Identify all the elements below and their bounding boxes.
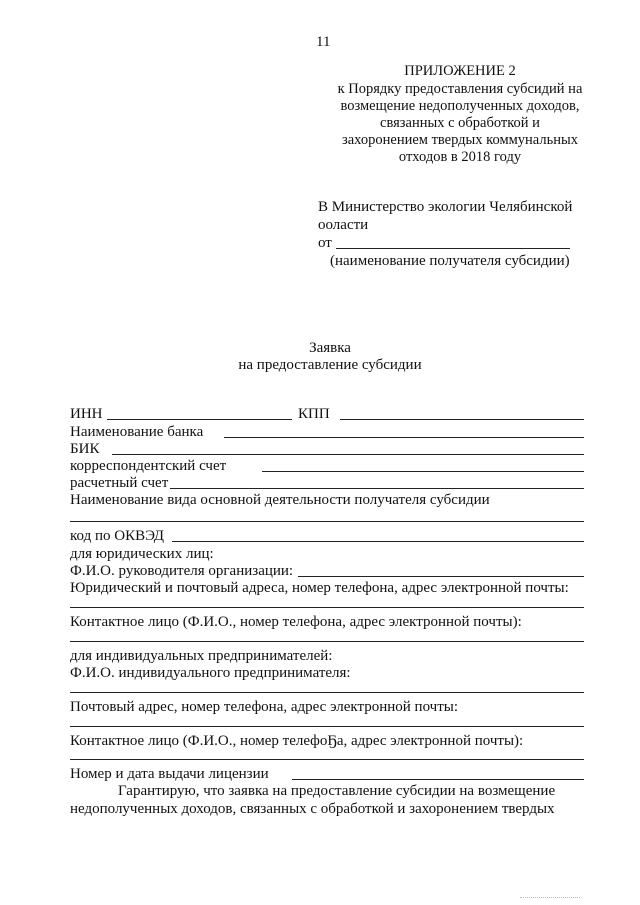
ie-name-label: Ф.И.О. индивидуального предпринимателя: [70,665,351,681]
addressee-line: ооласти [318,217,369,233]
legal-address-label: Юридический и почтовый адреса, номер телефона, адрес электронной почты: [70,580,569,596]
ie-name-field[interactable] [70,692,584,693]
legal-entities-label: для юридических лиц: [70,546,214,562]
guarantee-line: недополученных доходов, связанных с обработкой и захоронением твердых [70,801,555,817]
page-number: 11 [316,34,331,50]
kpp-field[interactable] [340,419,584,420]
settlement-account-label: расчетный счет [70,475,169,491]
appendix-line: отходов в 2018 году [398,149,522,165]
corr-account-field[interactable] [262,471,584,472]
appendix-line: к Порядку предоставления субсидий на [337,81,583,97]
recipient-hint: (наименование получателя субсидии) [330,253,570,269]
postal-address-field[interactable] [70,726,584,727]
recipient-name-line[interactable] [336,248,570,249]
contact-person-field[interactable] [70,641,584,642]
legal-address-field[interactable] [70,607,584,608]
kpp-label: КПП [298,406,330,422]
form-title: Заявка [309,340,351,356]
postal-address-label: Почтовый адрес, номер телефона, адрес электронной почты: [70,699,459,715]
form-subtitle: на предоставление субсидии [238,357,422,373]
bik-label: БИК [70,441,100,457]
license-field[interactable] [292,779,584,780]
contact-person-label: Контактное лицо (Ф.И.О., номер телефоҔа, адрес электронной почты): [70,733,524,749]
appendix-line: возмещение недополученных доходов, [340,98,580,114]
settlement-account-field[interactable] [170,488,584,489]
bik-field[interactable] [112,454,584,455]
scan-artifact [520,897,580,898]
appendix-line: связанных с обработкой и [380,115,540,131]
guarantee-line: Гарантирую, что заявка на предоставление субсидии на возмещение [118,783,556,799]
okved-label: код по ОКВЭД [70,528,164,544]
contact-person-field[interactable] [70,759,584,760]
main-activity-field[interactable] [70,521,584,522]
bank-name-label: Наименование банка [70,424,204,440]
main-activity-label: Наименование вида основной деятельности получателя субсидии [70,492,490,508]
appendix-line: захоронением твердых коммунальных [342,132,578,148]
okved-field[interactable] [172,541,584,542]
contact-person-label: Контактное лицо (Ф.И.О., номер телефона, адрес электронной почты): [70,614,522,630]
addressee-line: В Министерство экологии Челябинской [318,199,573,215]
license-label: Номер и дата выдачи лицензии [70,766,269,782]
director-name-label: Ф.И.О. руководителя организации: [70,563,294,579]
inn-field[interactable] [107,419,292,420]
corr-account-label: корреспондентский счет [70,458,227,474]
from-label: от [318,235,332,251]
individual-entrepreneurs-label: для индивидуальных предпринимателей: [70,648,333,664]
bank-name-field[interactable] [224,437,584,438]
appendix-title: ПРИЛОЖЕНИЕ 2 [404,63,516,79]
inn-label: ИНН [70,406,103,422]
director-name-field[interactable] [298,576,584,577]
